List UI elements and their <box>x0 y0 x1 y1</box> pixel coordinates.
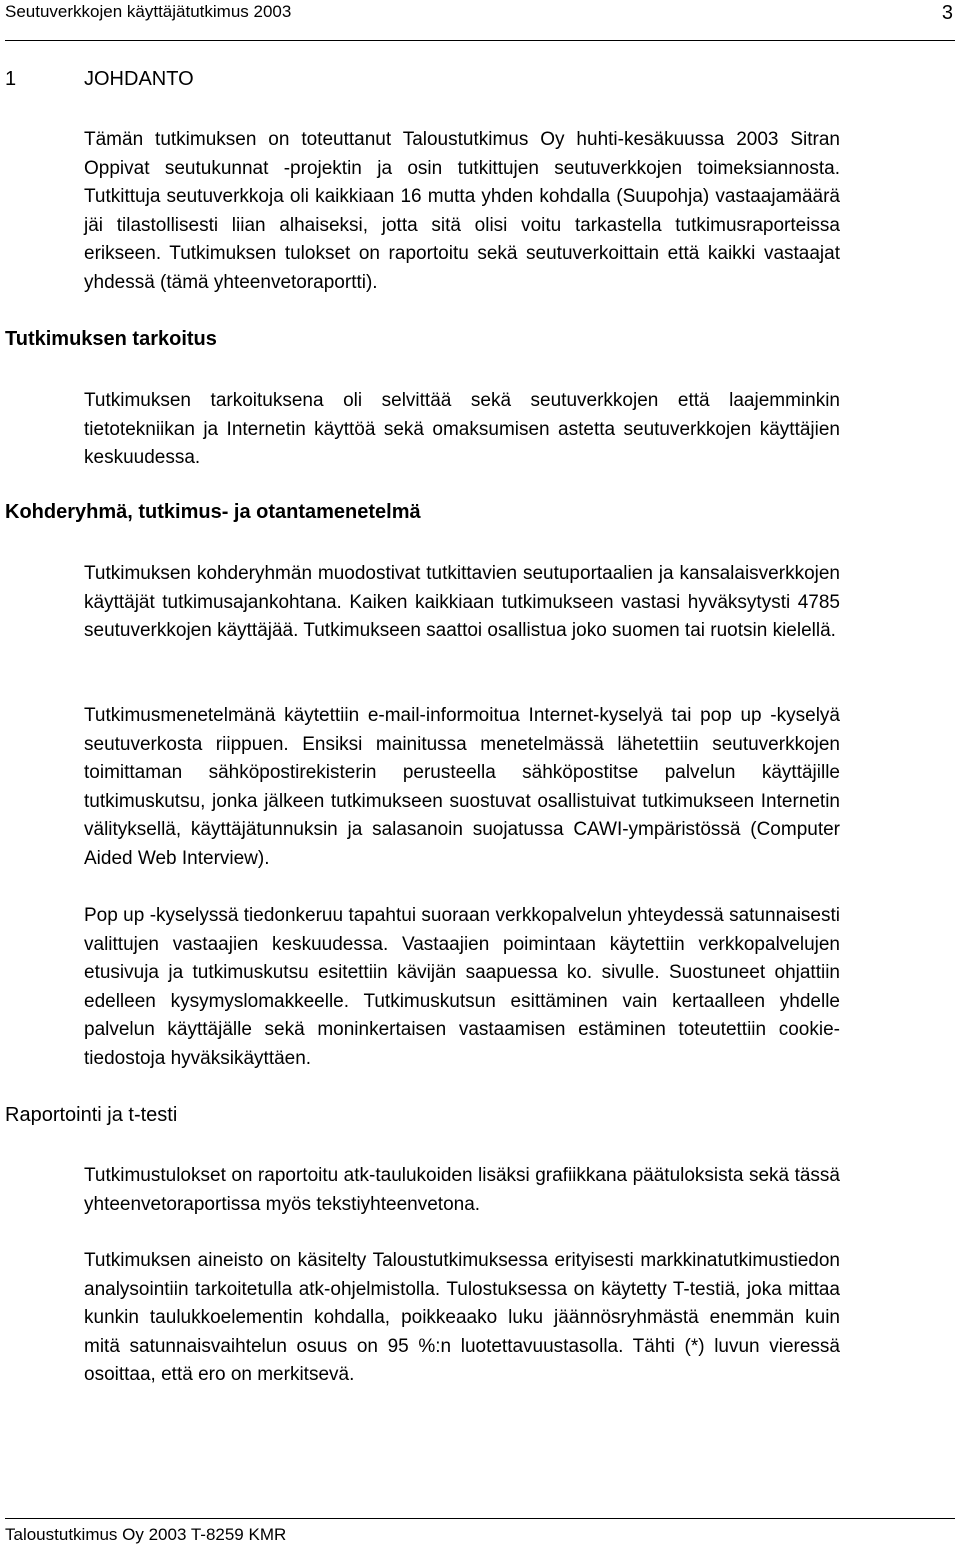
method-paragraph-1: Tutkimuksen kohderyhmän muodostivat tutkittavien seutuportaalien ja kansalaisverkkojen käyttäjät tutkimusajankohtana. Kaiken kaikkiaan tutkimukseen vastasi hyväksytysti 4785 seutuverkkojen käyttäjää. Tutkimukseen saattoi osallistua joko suomen tai ruotsin kielellä. <box>84 563 840 642</box>
intro-paragraph: Tämän tutkimuksen on toteuttanut Taloustutkimus Oy huhti-kesäkuussa 2003 Sitran Oppivat seutukunnat -projektin ja osin tutkittujen seutuverkkojen toimeksiannosta. Tutkittuja seutuverkkoja oli kaikkiaan 16 mutta yhden kohdalla (Suupohja) vastaajamäärä jäi tilastollisesti liian alhaiseksi, jotta sitä olisi voitu tarkastella tutkimusraporteissa erikseen. Tutkimuksen tulokset on raportoitu sekä seutuverkoittain että kaikki vastaajat yhdessä (tämä yhteenvetoraportti). <box>84 129 840 293</box>
reporting-paragraph-1: Tutkimustulokset on raportoitu atk-taulukoiden lisäksi grafiikkana päätuloksista sekä tässä yhteenvetoraportissa myös tekstiyhteenvetona. <box>84 1165 840 1215</box>
running-header <box>5 0 955 41</box>
purpose-paragraph: Tutkimuksen tarkoituksena oli selvittää sekä seutuverkkojen että laajemminkin tietotekniikan ja Internetin käyttöä sekä omaksumisen astetta seutuverkkojen käyttäjien keskuudessa. <box>84 390 840 469</box>
section-heading-purpose: Tutkimuksen tarkoitus <box>5 328 217 350</box>
footer-text: Taloustutkimus Oy 2003 T-8259 KMR <box>5 1525 287 1544</box>
chapter-heading <box>5 68 194 91</box>
chapter-title: JOHDANTO <box>84 68 194 90</box>
section-heading-reporting: Raportointi ja t-testi <box>5 1104 178 1126</box>
document-title: Seutuverkkojen käyttäjätutkimus 2003 <box>5 2 292 21</box>
method-paragraph-3: Pop up -kyselyssä tiedonkeruu tapahtui suoraan verkkopalvelun yhteydessä satunnaisesti valittujen vastaajien keskuudessa. Vastaajien poimintaan käytettiin verkkopalvelujen etusivuja ja tutkimuskutsu esitettiin kävijän saapuessa ko. sivulle. Suostuneet ohjattiin edelleen kysymyslomakkeelle. Tutkimuskutsun esittäminen vain kertaalleen yhdelle palvelun käyttäjälle sekä moninkertaisen vastaamisen estäminen toteutettiin cookie-tiedostoja hyväksikäyttäen. <box>84 905 840 1069</box>
method-paragraph-2: Tutkimusmenetelmänä käytettiin e-mail-informoitua Internet-kyselyä tai pop up -kyselyä seutuverkosta riippuen. Ensiksi mainitussa menetelmässä lähetettiin seutuverkkojen toimittaman sähköpostirekisterin perusteella sähköpostitse palvelun käyttäjille tutkimuskutsu, jonka jälkeen tutkimukseen suostuvat osallistuivat tutkimukseen Internetin välityksellä, käyttäjätunnuksin ja salasanoin suojatussa CAWI-ympäristössä (Computer Aided Web Interview). <box>84 705 840 869</box>
section-heading-method: Kohderyhmä, tutkimus- ja otantamenetelmä <box>5 501 421 523</box>
running-footer <box>5 1518 955 1544</box>
chapter-number: 1 <box>5 68 17 90</box>
reporting-paragraph-2: Tutkimuksen aineisto on käsitelty Taloustutkimuksessa erityisesti markkinatutkimustiedon analysointiin tarkoitetulla atk-ohjelmistolla. Tulostuksessa on käytetty T-testiä, joka mittaa kunkin taulukkoelementin kohdalla, poikkeaako luku jäännösryhmästä enemmän kuin mitä satunnaisvaihtelun osuus on 95 %:n luotettavuustasolla. Tähti (*) luvun vieressä osoittaa, että ero on merkitsevä. <box>84 1250 840 1386</box>
page-number: 3 <box>941 2 953 24</box>
